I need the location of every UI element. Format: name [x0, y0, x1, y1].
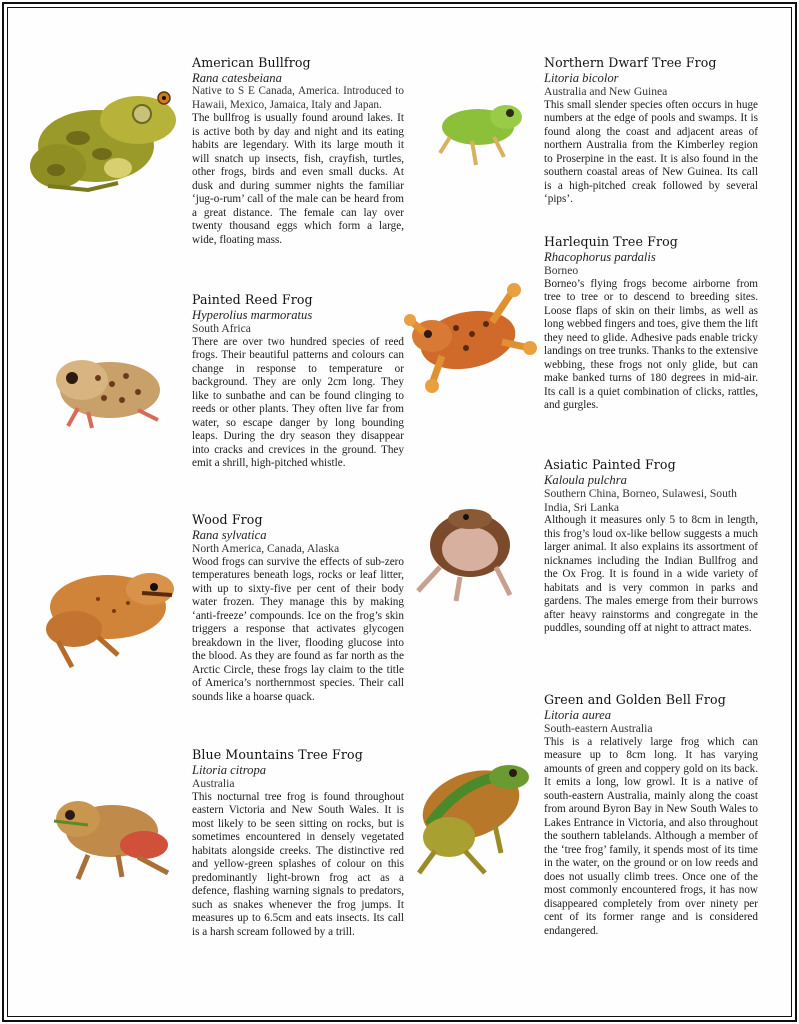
scientific-name: Kaloula pulchra	[544, 473, 627, 487]
description: There are over two hundred species of reed frogs. Their beautiful patterns and colours can change in response to temperature or background. They are only 2cm long. They like to sunbathe and can be found clinging to reeds or other plants. They often live far from water, so escape danger by long bounding leaps. During the dry season they disappear into cracks and crevices in the ground. They emit a shrill, high-pitched whistle.	[192, 335, 404, 470]
description: Although it measures only 5 to 8cm in length, this frog’s loud ox-like bellow suggests a much larger animal. It also explains its assortment of nicknames including the Indian Bullfrog and the Ox Frog. It is found in a wide variety of habitats and is very common in parks and gardens. The males emerge from their burrows after heavy rainstorms and congregate in the puddles, sounding off at night to attract mates.	[544, 514, 758, 635]
scientific-name: Rana sylvatica	[192, 528, 267, 542]
entry-blue-mountains-tree-frog	[192, 747, 404, 939]
northern-dwarf-tree-frog-illustration	[432, 95, 530, 173]
scientific-name: Litoria citropa	[192, 763, 267, 777]
region: Southern China, Borneo, Sulawesi, South India, Sri Lanka	[544, 487, 737, 514]
region: Borneo	[544, 264, 579, 277]
scientific-name: Litoria aurea	[544, 708, 612, 722]
entry-wood-frog	[192, 512, 404, 704]
description: Wood frogs can survive the effects of sub-zero temperatures beneath logs, rocks or leaf litter, with up to sixty-five per cent of their body water frozen. They manage this by making ‘anti-freeze’ compounds. Ice on the frog’s skin triggers a response that activates glycogen breakdown in the liver, flooding glucose into the blood. As they are found as far north as the Arctic Circle, these frogs lay claim to the title of America’s northernmost species. Their call sounds like a hoarse quack.	[192, 555, 404, 703]
scientific-name: Rhacophorus pardalis	[544, 250, 656, 264]
entry-american-bullfrog	[192, 55, 404, 247]
scientific-name: Litoria bicolor	[544, 71, 619, 85]
blue-mountains-tree-frog-illustration	[48, 785, 182, 885]
entry-northern-dwarf-tree-frog	[544, 55, 758, 207]
common-name: American Bullfrog	[192, 55, 311, 70]
description: The bullfrog is usually found around lakes. It is active both by day and night and its eating habits are legendary. With its large mouth it will snatch up insects, fish, crayfish, turtles, other frogs, birds and even small ducks. At dusk and during summer nights the familiar ‘jug-o-rum’ call of the male can be heard from a great distance. The female can lay over twenty thousand eggs which form a large, wide, floating mass.	[192, 112, 404, 246]
common-name: Asiatic Painted Frog	[544, 457, 676, 472]
description: This small slender species often occurs in huge numbers at the edge of pools and swamps. It is found along the coast and adjacent areas of northern Australia from the Kimberley region to Proserpine in the east. It is also found in the southern coastal areas of New Guinea. Its call is a high-pitched creak followed by several ‘pips’.	[544, 98, 758, 206]
entry-green-golden-bell-frog	[544, 692, 758, 938]
common-name: Green and Golden Bell Frog	[544, 692, 726, 707]
scientific-name: Hyperolius marmoratus	[192, 308, 313, 322]
description: Borneo’s flying frogs become airborne from tree to tree or to descend to breeding sites. Loose flaps of skin on their limbs, as well as long webbed fingers and toes, give them the lift they need to glide. Adhesive pads enable tricky landings on tree trunks. Thanks to the extensive webbing, these frogs not only glide, but can make banked turns of 180 degrees in mid-air. Its call is a quiet combination of clicks, rattles, and gurgles.	[544, 277, 758, 412]
painted-reed-frog-illustration	[48, 348, 174, 438]
region: South-eastern Australia	[544, 722, 653, 735]
region: Native to S E Canada, America. Introduced to Hawaii, Mexico, Jamaica, Italy and Japan.	[192, 85, 404, 111]
description: This is a relatively large frog which can measure up to 8cm long. It has varying amounts of green and coppery gold on its back. It emits a long, low growl. It is a native of south-eastern Australia, mainly along the coast from around Byron Bay in New South Wales to Lakes Entrance in Victoria, and also throughout the southern tablelands. Although a member of the ‘tree frog’ family, it spends most of its time in the water, on the ground or on low reeds and does not usually climb trees. Once one of the most commonly encountered frogs, it has now disappeared completely from over ninety per cent of its former range and is considered endangered.	[544, 735, 758, 937]
common-name: Blue Mountains Tree Frog	[192, 747, 363, 762]
region: South Africa	[192, 322, 251, 335]
common-name: Northern Dwarf Tree Frog	[544, 55, 717, 70]
wood-frog-illustration	[38, 555, 182, 673]
region: Australia and New Guinea	[544, 85, 668, 98]
green-golden-bell-frog-illustration	[405, 755, 539, 881]
harlequin-tree-frog-illustration	[402, 272, 538, 398]
common-name: Harlequin Tree Frog	[544, 234, 678, 249]
american-bullfrog-illustration	[18, 78, 186, 198]
region: North America, Canada, Alaska	[192, 542, 340, 555]
scientific-name: Rana catesbeiana	[192, 71, 282, 85]
entry-harlequin-tree-frog	[544, 234, 758, 413]
entry-asiatic-painted-frog	[544, 457, 758, 636]
description: This nocturnal tree frog is found throughout eastern Victoria and New South Wales. It is most likely to be seen sitting on rocks, but is sometimes encountered in densely vegetated habitats alongside creeks. The distinctive red and yellow-green splashes of colour on this predominantly light-brown frog act as a defence, flashing warning signals to predators, such as snakes whenever the frog jumps. It measures up to 6.5cm and eats insects. Its call is a harsh scream followed by a trill.	[192, 790, 404, 938]
region: Australia	[192, 777, 235, 790]
common-name: Wood Frog	[192, 512, 263, 527]
asiatic-painted-frog-illustration	[410, 505, 522, 605]
entry-painted-reed-frog	[192, 292, 404, 471]
common-name: Painted Reed Frog	[192, 292, 313, 307]
